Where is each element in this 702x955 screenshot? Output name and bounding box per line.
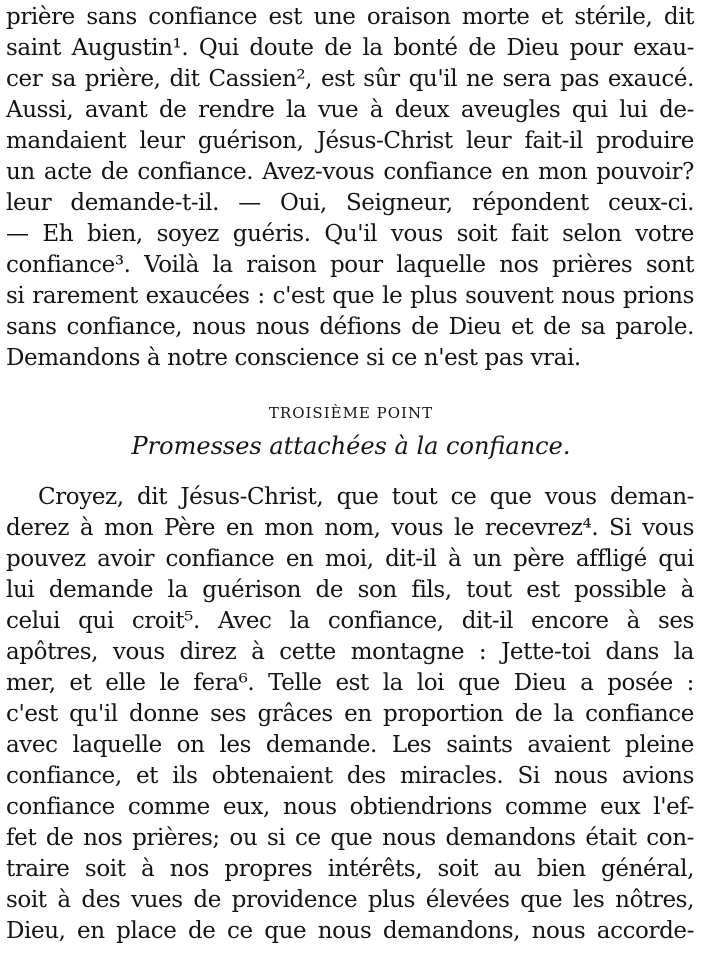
text-line: un acte de confiance. Avez-vous confiance en mon pouvoir? [6,159,694,185]
text-line: si rarement exaucées : c'est que le plus souvent nous prions [6,283,694,309]
text-line: leur demande-t-il. — Oui, Seigneur, répondent ceux-ci. [6,190,694,216]
text-line: avec laquelle on les demande. Les saints avaient pleine [6,732,694,758]
text-line: prière sans confiance est une oraison morte et stérile, dit [6,4,694,30]
text-line: — Eh bien, soyez guéris. Qu'il vous soit fait selon votre [6,221,694,247]
text-line: lui demande la guérison de son fils, tout est possible à [6,577,694,603]
text-line: mandaient leur guérison, Jésus-Christ leur fait-il produire [6,128,694,154]
text-line: c'est qu'il donne ses grâces en proportion de la confiance [6,701,694,727]
text-line: fet de nos prières; ou si ce que nous demandons était con- [6,825,694,851]
text-line: saint Augustin¹. Qui doute de la bonté de Dieu pour exau- [6,35,694,61]
text-line: confiance, et ils obtenaient des miracles. Si nous avions [6,763,694,789]
text-line: apôtres, vous direz à cette montagne : Jette-toi dans la [6,639,694,665]
text-line: Dieu, en place de ce que nous demandons, nous accorde- [6,918,694,944]
text-line: Croyez, dit Jésus-Christ, que tout ce que vous deman- [38,484,694,510]
text-line: sans confiance, nous nous défions de Dieu et de sa parole. [6,314,694,340]
text-line: pouvez avoir confiance en moi, dit-il à un père affligé qui [6,546,694,572]
section-title: Promesses attachées à la confiance. [131,432,571,460]
text-line: soit à des vues de providence plus élevées que les nôtres, [6,887,694,913]
text-line: confiance³. Voilà la raison pour laquelle nos prières sont [6,252,694,278]
text-line: derez à mon Père en mon nom, vous le recevrez⁴. Si vous [6,515,694,541]
text-line: Aussi, avant de rendre la vue à deux aveugles qui lui de- [6,97,694,123]
text-line: traire soit à nos propres intérêts, soit au bien général, [6,856,694,882]
text-line: confiance comme eux, nous obtiendrions comme eux l'ef- [6,794,694,820]
section-label: TROISIÈME POINT [268,404,434,422]
text-line: Demandons à notre conscience si ce n'est pas vrai. [6,345,581,371]
text-line: cer sa prière, dit Cassien², est sûr qu'il ne sera pas exaucé. [6,66,694,92]
text-line: celui qui croit⁵. Avec la confiance, dit-il encore à ses [6,608,694,634]
text-line: mer, et elle le fera⁶. Telle est la loi que Dieu a posée : [6,670,694,696]
